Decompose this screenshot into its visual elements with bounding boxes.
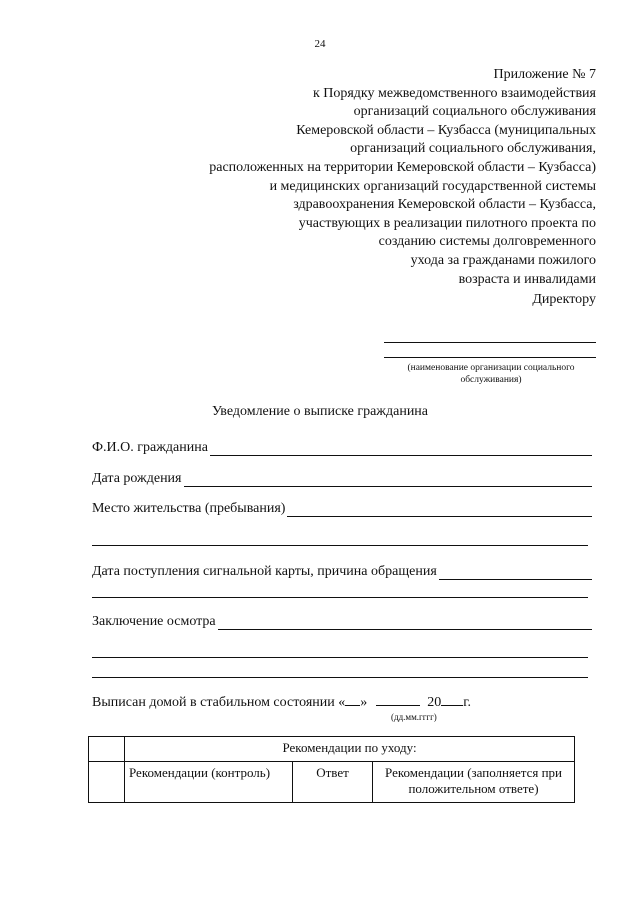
discharge-year-input[interactable]: [441, 693, 463, 706]
signal-card-line-2[interactable]: [92, 597, 588, 598]
birth-input-line[interactable]: [184, 472, 593, 487]
signal-card-field: [92, 562, 592, 580]
exam-label: Заключение осмотра: [92, 614, 216, 629]
appendix-line: организаций социального обслуживания: [353, 104, 596, 120]
fio-field: [92, 438, 592, 456]
discharge-day-input[interactable]: [345, 693, 360, 706]
fio-input-line[interactable]: [210, 441, 592, 456]
date-format-hint: (дд.мм.гггг): [391, 712, 437, 722]
fio-label: Ф.И.О. гражданина: [92, 440, 208, 455]
table-header-row: [89, 737, 575, 762]
table-corner-cell[interactable]: [89, 737, 125, 762]
signal-card-label: Дата поступления сигнальной карты, причина обращения: [92, 564, 437, 579]
appendix-line: расположенных на территории Кемеровской области – Кузбасса): [209, 159, 596, 175]
appendix-line: Кемеровской области – Кузбасса (муниципальных: [296, 122, 596, 138]
table-col-recommendations: Рекомендации (заполняется при положительном ответе): [373, 762, 575, 803]
appendix-line: возраста и инвалидами: [458, 271, 596, 287]
page-number: 24: [314, 38, 326, 50]
appendix-block: [176, 66, 596, 289]
discharge-year-prefix: 20: [427, 695, 442, 710]
table-index-cell[interactable]: [89, 762, 125, 803]
discharge-month-input[interactable]: [376, 693, 420, 706]
appendix-line: к Порядку межведомственного взаимодействия: [312, 85, 596, 101]
birth-field: [92, 469, 592, 487]
appendix-line: участвующих в реализации пилотного проекта по: [298, 215, 596, 231]
residence-field: [92, 499, 592, 517]
appendix-line: созданию системы долговременного: [378, 234, 596, 250]
table-col-control: Рекомендации (контроль): [125, 762, 293, 803]
birth-label: Дата рождения: [92, 471, 182, 486]
appendix-line: здравоохранения Кемеровской области – Кузбасса,: [293, 197, 596, 213]
discharge-text: Выписан домой в стабильном состоянии «: [92, 695, 346, 710]
residence-input-line[interactable]: [287, 502, 592, 517]
exam-line-2[interactable]: [92, 657, 588, 658]
discharge-year-suffix: г.: [463, 695, 471, 710]
exam-field: [92, 612, 592, 630]
table-header-cell: Рекомендации по уходу:: [125, 737, 575, 762]
table-col-answer: Ответ: [293, 762, 373, 803]
exam-line-3[interactable]: [92, 677, 588, 678]
document-title: Уведомление о выписке гражданина: [211, 404, 429, 419]
signal-card-input-line[interactable]: [439, 565, 592, 580]
appendix-line: ухода за гражданами пожилого: [410, 252, 596, 268]
residence-label: Место жительства (пребывания): [92, 501, 286, 516]
discharge-close-quote: »: [360, 695, 368, 710]
appendix-line: и медицинских организаций государственной системы: [269, 178, 596, 194]
discharge-line: [92, 693, 471, 711]
director-label: Директору: [532, 292, 596, 307]
exam-input-line[interactable]: [218, 615, 592, 630]
org-caption: (наименование организации социального обслуживания): [407, 363, 575, 385]
org-name-line-2[interactable]: [384, 357, 596, 358]
appendix-line: Приложение № 7: [493, 67, 596, 82]
table-row: [89, 762, 575, 803]
recommendations-table: [88, 736, 575, 803]
residence-line-2[interactable]: [92, 545, 588, 546]
appendix-line: организаций социального обслуживания,: [350, 141, 596, 157]
org-name-line[interactable]: [384, 342, 596, 343]
